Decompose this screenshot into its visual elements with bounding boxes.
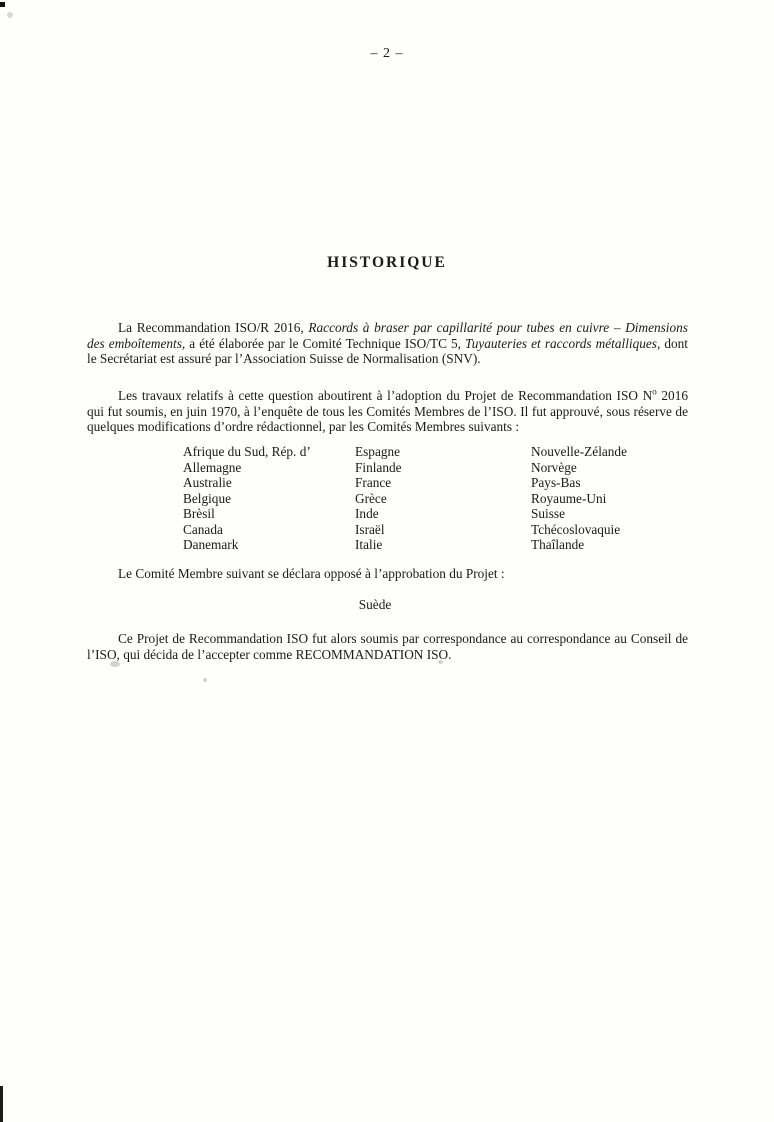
- list-item: Australie: [183, 475, 232, 490]
- text-run: 2016 qui fut soumis, en juin 1970, à l’enquête de tous les Comités Membres de l’ISO. Il fut approuvé, sous réserve de quelques modifications d’ordre rédactionnel, par les Comités Membres suivants :: [87, 388, 688, 435]
- section-heading: HISTORIQUE: [327, 254, 447, 271]
- text-run: a été élaborée par le Comité Technique ISO/TC 5,: [185, 335, 466, 351]
- list-item: Italie: [355, 537, 383, 552]
- list-item: Nouvelle-Zélande: [531, 444, 627, 459]
- list-item: Norvège: [531, 459, 577, 475]
- list-item: Israël: [355, 521, 385, 537]
- text-run-italic-title: Raccords à braser par capillarité pour tubes en cuivre – Dimensions des emboîtements,: [87, 320, 688, 351]
- scan-artifact-bottom-left-edge: [0, 1086, 3, 1122]
- page-number: – 2 –: [370, 46, 404, 61]
- list-item: Tchécoslovaquie: [531, 521, 621, 537]
- scan-artifact-top-left: [0, 2, 5, 7]
- country-column-2: [355, 444, 531, 553]
- list-item: France: [355, 475, 392, 490]
- list-item: Brèsil: [183, 506, 215, 521]
- paragraph-opposition: Le Comité Membre suivant se déclara opposé à l’approbation du Projet :: [118, 566, 505, 581]
- paragraph-recommendation-origin: [87, 320, 688, 367]
- text-run: Les travaux relatifs à cette question aboutirent à l’adoption du Projet de Recommandation ISO N: [118, 388, 653, 403]
- scan-speckle: [7, 12, 13, 18]
- list-item: Belgique: [183, 490, 232, 506]
- list-item: Royaume-Uni: [531, 490, 607, 506]
- paragraph-council-adoption: Ce Projet de Recommandation ISO fut alors soumis par correspondance au correspondance au Conseil de l’ISO, qui décida de l’accepter comme RECOMMANDATION ISO.: [87, 631, 688, 662]
- list-item: Allemagne: [183, 459, 242, 475]
- country-column-3: [531, 444, 691, 553]
- list-item: Afrique du Sud, Rép. d’: [183, 444, 311, 459]
- list-item: Espagne: [355, 444, 401, 459]
- list-item: Pays-Bas: [531, 475, 581, 490]
- approving-members-list: [183, 444, 691, 553]
- text-run-italic-committee: Tuyauteries et raccords métalliques,: [465, 335, 661, 351]
- list-item: Suisse: [531, 506, 565, 521]
- superscript-o: o: [652, 386, 657, 397]
- list-item: Grèce: [355, 490, 387, 506]
- text-run: dont le Secrétariat est assuré par l’Association Suisse de Normalisation (SNV).: [87, 335, 688, 367]
- list-item: Thaîlande: [531, 537, 585, 552]
- opposing-country: Suède: [358, 597, 392, 612]
- scan-speckle: [203, 678, 207, 682]
- paragraph-approval-process: [87, 388, 688, 435]
- text-run: La Recommandation ISO/R 2016,: [118, 320, 309, 335]
- list-item: Danemark: [183, 537, 239, 552]
- list-item: Canada: [183, 521, 223, 537]
- list-item: Finlande: [355, 459, 402, 475]
- list-item: Inde: [355, 506, 379, 521]
- country-column-1: [183, 444, 355, 553]
